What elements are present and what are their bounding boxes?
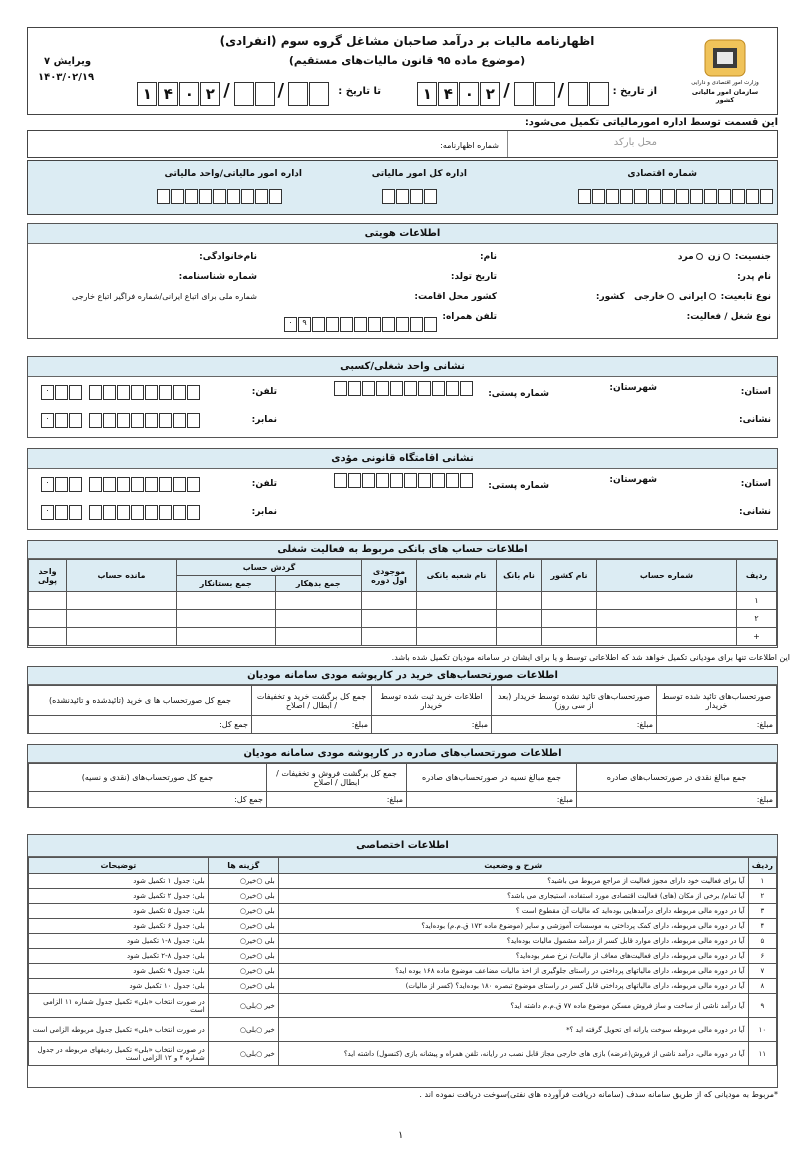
business-phone-label: تلفن: <box>251 387 277 397</box>
to-date-field[interactable]: ۱ ۴ ۰ ۲ / / <box>136 80 329 106</box>
bank-table: ردیف شماره حساب نام کشور نام بانک نام شعبه بانکی موجودی اول دوره گردش حساب مانده حساب واحد پولی جمع بدهکار جمع بستانکار ۱ ۲ + <box>28 559 777 646</box>
from-date-label: از تاریخ : <box>612 86 657 97</box>
legal-city-label: شهرستان: <box>609 475 657 485</box>
table-row[interactable]: ۶ آیا در دوره مالی مربوطه، دارای فعالیت‌های معاف از مالیات/ نرخ صفر بوده‌اید؟ بلی ○خیر○ بلی: جدول ۸-۲ تکمیل شود <box>29 949 777 964</box>
bank-title: اطلاعات حساب های بانکی مربوط به فعالیت شغلی <box>28 541 777 559</box>
special-table: ردیف شرح و وضعیت گزینه ها توضیحات ۱ آیا برای فعالیت خود دارای مجوز فعالیت از مراجع مربوط می باشید؟ بلی ○خیر○ بلی: جدول ۱ تکمیل شود ۲ آیا تمام/ برخی از مکان (های) فعالیت اقتصادی مورد استفاده، استیجاری می باشد؟ بلی ○خیر○ بلی: جدول ۲ تکمیل شود ۳ آیا در دوره مالی مربوطه دارای درآمدهایی بوده‌اید که مالیات آن مقطوع است ؟ بلی ○خیر○ بلی: جدول ۵ تکمیل شود ۴ آیا در دوره مالی مربوطه، دارای کمک پرداختی به موسسات آموزشی و سایر (موضوع ماده ۱۷۲ ق.م.م) بوده‌اید؟ بلی ○خیر○ بلی: جدول ۶ تکمیل شود ۵ آیا در دوره مالی مربوطه، دارای موارد قابل کسر از درآمد مشمول مالیات بوده‌اید؟ بلی ○خیر○ بلی: جدول ۸-۱ تکمیل شود ۶ آیا در دوره مالی مربوطه، دارای فعالیت‌های معاف از مالیات/ نرخ صفر بوده‌اید؟ بلی ○خیر○ بلی: جدول ۸-۲ تکمیل شود ۷ آیا در دوره مالی مربوطه، دارای مالیاتهای پرداختی در راستای جلوگیری از اخذ مالیات مضاعف موضوع ماده ۱۶۸ بوده اید؟ بلی ○خیر○ بلی: جدول ۹ تکمیل شود ۸ آیا در دوره مالی مربوطه، دارای مالیاتهای پرداختی قابل کسر در راستای موضوع تبصره ۱۸۰ بوده‌اید؟ (کسر از مالیات) بلی ○خیر○ بلی: جدول ۱۰ تکمیل شود ۹ آیا درآمد ناشی از ساخت و ساز فروش مسکن موضوع ماده ۷۷ ق.م.م داشته اید؟ خیر ○بلی○ در صورت انتخاب «بلی» تکمیل جدول شماره ۱۱ الزامی است ۱۰ آیا در دوره مالی مربوطه سوخت یارانه ای تحویل گرفته اید ؟* خیر ○بلی○ در صورت انتخاب «بلی» تکمیل جدول مربوطه الزامی است ۱۱ آیا در دوره مالی، درآمد ناشی از فروش(عرضه) بازی های خارجی مجاز قابل نصب در رایانه، تلفن همراه و پیشانه بازی (کنسول) داشته اید؟ خیر ○بلی○ در صورت انتخاب «بلی» تکمیل ردیفهای مربوطه در جدول شماره ۴ و ۱۲ الزامی است <box>28 857 777 1066</box>
purchase-section <box>27 666 778 734</box>
economic-code-label: شماره اقتصادی <box>627 169 697 179</box>
barcode-box <box>507 131 777 157</box>
form-subtitle: (موضوع ماده ۹۵ قانون مالیات‌های مستقیم) <box>288 54 526 67</box>
legal-phone-label: تلفن: <box>251 479 277 489</box>
form-version-date: ۱۴۰۳/۰۲/۱۹ <box>38 72 95 83</box>
business-province-label: استان: <box>740 387 771 397</box>
table-row[interactable]: ۹ آیا درآمد ناشی از ساخت و ساز فروش مسکن موضوع ماده ۷۷ ق.م.م داشته اید؟ خیر ○بلی○ در صورت انتخاب «بلی» تکمیل جدول شماره ۱۱ الزامی است <box>29 994 777 1018</box>
legal-phone-field[interactable]: ۰ <box>40 477 200 492</box>
moadian-note: این اطلاعات تنها برای مودیانی تکمیل خواهد شد که اطلاعاتی توسط و یا برای ایشان در سامانه مودیان تکمیل شده باشد. <box>391 653 790 662</box>
from-date-field[interactable]: ۱ ۴ ۰ ۲ / / <box>416 80 609 106</box>
bank-section <box>27 540 778 648</box>
purchase-amount-2[interactable]: مبلغ: <box>492 716 657 734</box>
residence-country-label: کشور محل اقامت: <box>414 292 497 302</box>
business-address-label: نشانی: <box>738 415 771 425</box>
gender-label: جنسیت: زن مرد <box>677 252 771 262</box>
purchase-amount-1[interactable]: مبلغ: <box>657 716 777 734</box>
economic-code-field[interactable] <box>577 189 773 204</box>
mobile-label: تلفن همراه: <box>442 312 497 322</box>
legal-address-title: نشانی اقامتگاه قانونی مؤدی <box>28 449 777 469</box>
table-row[interactable]: ۵ آیا در دوره مالی مربوطه، دارای موارد قابل کسر از درآمد مشمول مالیات بوده‌اید؟ بلی ○خیر○ بلی: جدول ۸-۱ تکمیل شود <box>29 934 777 949</box>
id-number-label: شماره شناسنامه: <box>178 272 257 282</box>
sales-section <box>27 744 778 808</box>
logo-ministry-text: وزارت امور اقتصادی و دارایی <box>691 80 759 86</box>
table-row[interactable]: ۱۱ آیا در دوره مالی، درآمد ناشی از فروش(عرضه) بازی های خارجی مجاز قابل نصب در رایانه، تلفن همراه و پیشانه بازی (کنسول) داشته اید؟ خیر ○بلی○ در صورت انتخاب «بلی» تکمیل ردیفهای مربوطه در جدول شماره ۴ و ۱۲ الزامی است <box>29 1042 777 1066</box>
barcode-label: محل بارکد <box>613 137 657 148</box>
national-id-label: شماره ملی برای اتباع ایرانی/شماره فراگیر اتباع خارجی <box>72 292 257 301</box>
table-row[interactable]: + <box>29 628 777 646</box>
identity-title: اطلاعات هویتی <box>28 224 777 244</box>
table-row[interactable]: ۲ <box>29 610 777 628</box>
purchase-amount-3[interactable]: مبلغ: <box>372 716 492 734</box>
table-row[interactable]: ۱ آیا برای فعالیت خود دارای مجوز فعالیت از مراجع مربوط می باشید؟ بلی ○خیر○ بلی: جدول ۱ تکمیل شود <box>29 874 777 889</box>
sales-total[interactable]: جمع کل: <box>29 792 267 808</box>
to-date-label: تا تاریخ : <box>338 86 381 97</box>
business-postal-field[interactable] <box>333 381 473 396</box>
legal-address-section <box>27 448 778 530</box>
form-version: ویرایش ۷ <box>44 56 92 67</box>
job-label: نوع شغل / فعالیت: <box>686 312 771 322</box>
business-fax-label: نمابر: <box>251 415 277 425</box>
legal-postal-field[interactable] <box>333 473 473 488</box>
special-title: اطلاعات اختصاصی <box>28 835 777 857</box>
header-box <box>27 27 778 115</box>
table-row[interactable]: ۴ آیا در دوره مالی مربوطه، دارای کمک پرداختی به موسسات آموزشی و سایر (موضوع ماده ۱۷۲ ق.م.م) بوده‌اید؟ بلی ○خیر○ بلی: جدول ۶ تکمیل شود <box>29 919 777 934</box>
sales-title: اطلاعات صورتحساب‌های صادره در کارپوشه مودی سامانه مودیان <box>28 745 777 763</box>
sales-amount-2[interactable]: مبلغ: <box>407 792 577 808</box>
return-number-label: شماره اظهارنامه: <box>440 141 499 150</box>
business-phone-field[interactable]: ۰ <box>40 385 200 400</box>
office-top-box <box>27 130 778 158</box>
sales-amount-3[interactable]: مبلغ: <box>267 792 407 808</box>
legal-fax-label: نمابر: <box>251 507 277 517</box>
tax-logo <box>685 38 765 104</box>
page-number: ۱ <box>398 1130 404 1141</box>
business-postal-label: شماره پستی: <box>488 389 549 399</box>
table-row[interactable]: ۱ <box>29 592 777 610</box>
purchase-title: اطلاعات صورتحساب‌های خرید در کارپوشه مودی سامانه مودیان <box>28 667 777 685</box>
legal-province-label: استان: <box>740 479 771 489</box>
business-address-title: نشانی واحد شغلی/کسبی <box>28 357 777 377</box>
table-row[interactable]: ۳ آیا در دوره مالی مربوطه دارای درآمدهایی بوده‌اید که مالیات آن مقطوع است ؟ بلی ○خیر○ بلی: جدول ۵ تکمیل شود <box>29 904 777 919</box>
purchase-amount-4[interactable]: مبلغ: <box>252 716 372 734</box>
birth-date-label: تاریخ تولد: <box>450 272 497 282</box>
unit-admin-label: اداره امور مالیاتی/واحد مالیاتی <box>164 169 302 179</box>
office-note: این قسمت توسط اداره امورمالیاتی تکمیل می‌شود: <box>524 117 778 128</box>
sales-table: جمع مبالغ نقدی در صورتحساب‌های صادره جمع مبالغ نسیه در صورتحساب‌های صادره جمع کل برگشت فروش و تخفیفات / ابطال / اصلاح جمع کل صورتحساب‌های (نقدی و نسیه) مبلغ: مبلغ: مبلغ: جمع کل: <box>28 763 777 808</box>
purchase-table: صورتحساب‌های تائید شده توسط خریدار صورتحساب‌های تائید نشده توسط خریدار (بعد از سی روز) اطلاعات خرید ثبت شده توسط خریدار جمع کل برگشت خرید و تخفیفات / ابطال / اصلاح جمع کل صورتحساب ها ی خرید (تائیدشده و تائیدنشده) مبلغ: مبلغ: مبلغ: مبلغ: جمع کل: <box>28 685 777 734</box>
table-row[interactable]: ۱۰ آیا در دوره مالی مربوطه سوخت یارانه ای تحویل گرفته اید ؟* خیر ○بلی○ در صورت انتخاب «بلی» تکمیل جدول مربوطه الزامی است <box>29 1018 777 1042</box>
mobile-field[interactable]: ۰ ۹ <box>283 317 437 332</box>
general-admin-label: اداره کل امور مالیاتی <box>371 169 467 179</box>
general-admin-field[interactable] <box>381 189 437 204</box>
table-row[interactable]: ۷ آیا در دوره مالی مربوطه، دارای مالیاتهای پرداختی در راستای جلوگیری از اخذ مالیات مضاعف موضوع ماده ۱۶۸ بوده اید؟ بلی ○خیر○ بلی: جدول ۹ تکمیل شود <box>29 964 777 979</box>
logo-org-text: سازمان امور مالیاتی کشور <box>691 88 759 104</box>
business-city-label: شهرستان: <box>609 383 657 393</box>
last-name-label: نام‌خانوادگی: <box>199 252 257 262</box>
nationality-label: نوع تابعیت: ایرانی خارجی کشور: <box>595 292 771 302</box>
office-codes-box <box>27 160 778 215</box>
special-footnote: *مربوط به مودیانی که از طریق سامانه سدف (سامانه دریافت فرآورده های نفتی)سوخت دریافت نموده اند . <box>419 1090 778 1099</box>
sales-amount-1[interactable]: مبلغ: <box>577 792 777 808</box>
tax-emblem-icon <box>703 38 747 78</box>
table-row[interactable]: ۲ آیا تمام/ برخی از مکان (های) فعالیت اقتصادی مورد استفاده، استیجاری می باشد؟ بلی ○خیر○ بلی: جدول ۲ تکمیل شود <box>29 889 777 904</box>
father-name-label: نام پدر: <box>737 272 771 282</box>
identity-section <box>27 223 778 339</box>
first-name-label: نام: <box>480 252 497 262</box>
unit-admin-field[interactable] <box>156 189 282 204</box>
table-row[interactable]: ۸ آیا در دوره مالی مربوطه، دارای مالیاتهای پرداختی قابل کسر در راستای موضوع تبصره ۱۸۰ بوده‌اید؟ (کسر از مالیات) بلی ○خیر○ بلی: جدول ۱۰ تکمیل شود <box>29 979 777 994</box>
purchase-total[interactable]: جمع کل: <box>29 716 252 734</box>
legal-address-label: نشانی: <box>738 507 771 517</box>
form-title: اظهارنامه مالیات بر درآمد صاحبان مشاغل گروه سوم (انفرادی) <box>219 34 595 48</box>
special-section <box>27 834 778 1088</box>
business-fax-field[interactable]: ۰ <box>40 413 200 428</box>
business-address-section <box>27 356 778 438</box>
legal-postal-label: شماره پستی: <box>488 481 549 491</box>
legal-fax-field[interactable]: ۰ <box>40 505 200 520</box>
